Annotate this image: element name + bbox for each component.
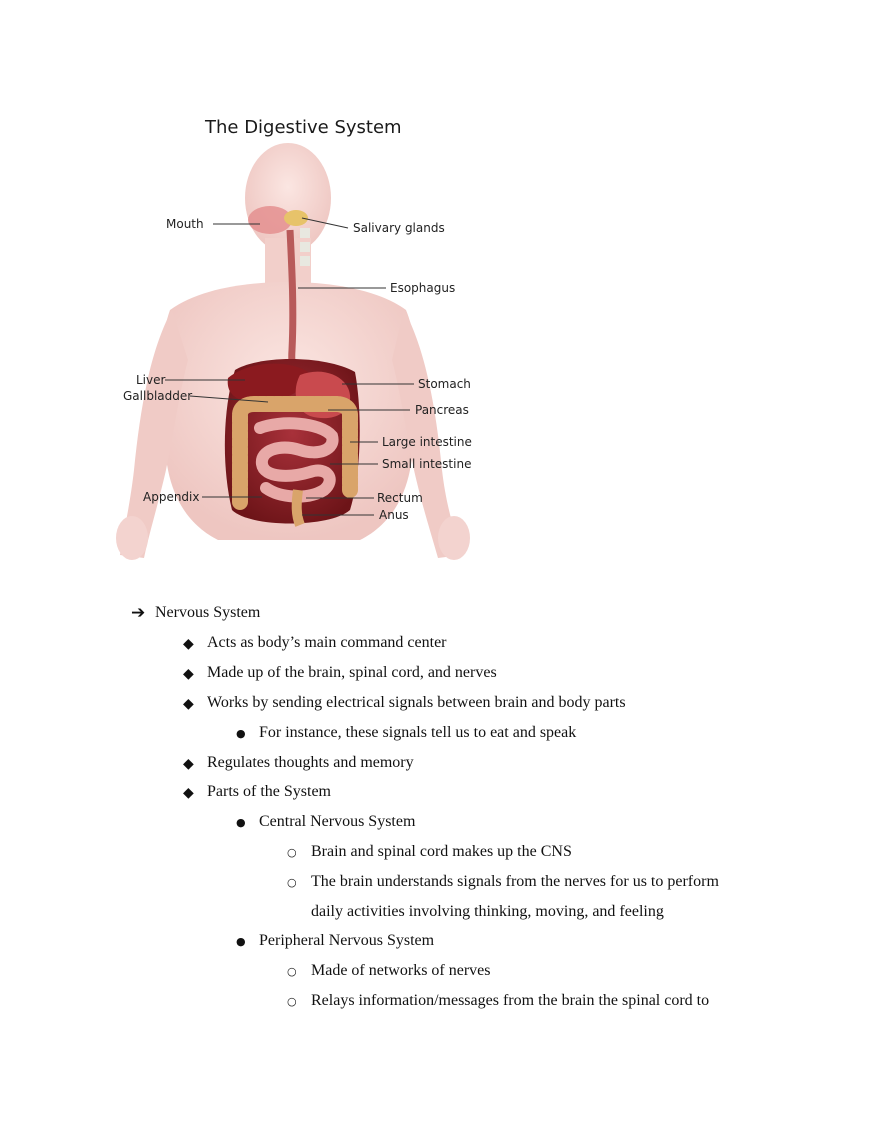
filled-circle-bullet-icon: ● [236,935,246,948]
outline-item-l3: Central Nervous System [259,813,416,830]
left-hand-shape [116,516,148,560]
label-anus: Anus [379,508,409,522]
label-stomach: Stomach [418,377,471,391]
vertebra-shape [300,242,310,252]
outline-item-l1: Nervous System [155,604,261,621]
diamond-bullet-icon: ◆ [183,666,194,682]
rectum-shape [297,490,300,525]
diamond-bullet-icon: ◆ [183,756,194,772]
hollow-circle-bullet-icon: ○ [287,965,297,978]
outline-item-l4: Brain and spinal cord makes up the CNS [311,843,572,860]
outline-item-l4-continuation: daily activities involving thinking, moving, and feeling [311,903,664,920]
salivary-gland-shape [284,210,308,226]
diamond-bullet-icon: ◆ [183,636,194,652]
outline-item-l3: For instance, these signals tell us to eat and speak [259,724,577,741]
label-salivary-glands: Salivary glands [353,221,445,235]
outline-item-l2: Parts of the System [207,783,331,800]
label-rectum: Rectum [377,491,423,505]
vertebra-shape [300,256,310,266]
label-gallbladder: Gallbladder [123,389,193,403]
label-pancreas: Pancreas [415,403,469,417]
outline-item-l2: Works by sending electrical signals between brain and body parts [207,694,626,711]
outline-item-l4: Made of networks of nerves [311,962,491,979]
figure-title: The Digestive System [205,117,402,138]
hollow-circle-bullet-icon: ○ [287,846,297,859]
filled-circle-bullet-icon: ● [236,727,246,740]
right-hand-shape [438,516,470,560]
hollow-circle-bullet-icon: ○ [287,995,297,1008]
outline-item-l4: The brain understands signals from the nerves for us to perform [311,873,719,890]
outline-item-l2: Made up of the brain, spinal cord, and nerves [207,664,497,681]
vertebra-shape [300,228,310,238]
diamond-bullet-icon: ◆ [183,785,194,801]
label-esophagus: Esophagus [390,281,456,295]
label-liver: Liver [136,373,166,387]
right-arrow-icon: ➔ [131,603,146,623]
filled-circle-bullet-icon: ● [236,816,246,829]
outline-item-l3: Peripheral Nervous System [259,932,435,949]
label-small-intestine: Small intestine [382,457,472,471]
outline-item-l2: Regulates thoughts and memory [207,754,414,771]
outline-item-l2: Acts as body’s main command center [207,634,447,651]
hollow-circle-bullet-icon: ○ [287,876,297,889]
digestive-system-diagram [110,110,480,565]
label-large-intestine: Large intestine [382,435,472,449]
outline-item-l4: Relays information/messages from the brain the spinal cord to [311,992,710,1009]
label-mouth: Mouth [166,217,204,231]
label-appendix: Appendix [143,490,200,504]
diamond-bullet-icon: ◆ [183,696,194,712]
